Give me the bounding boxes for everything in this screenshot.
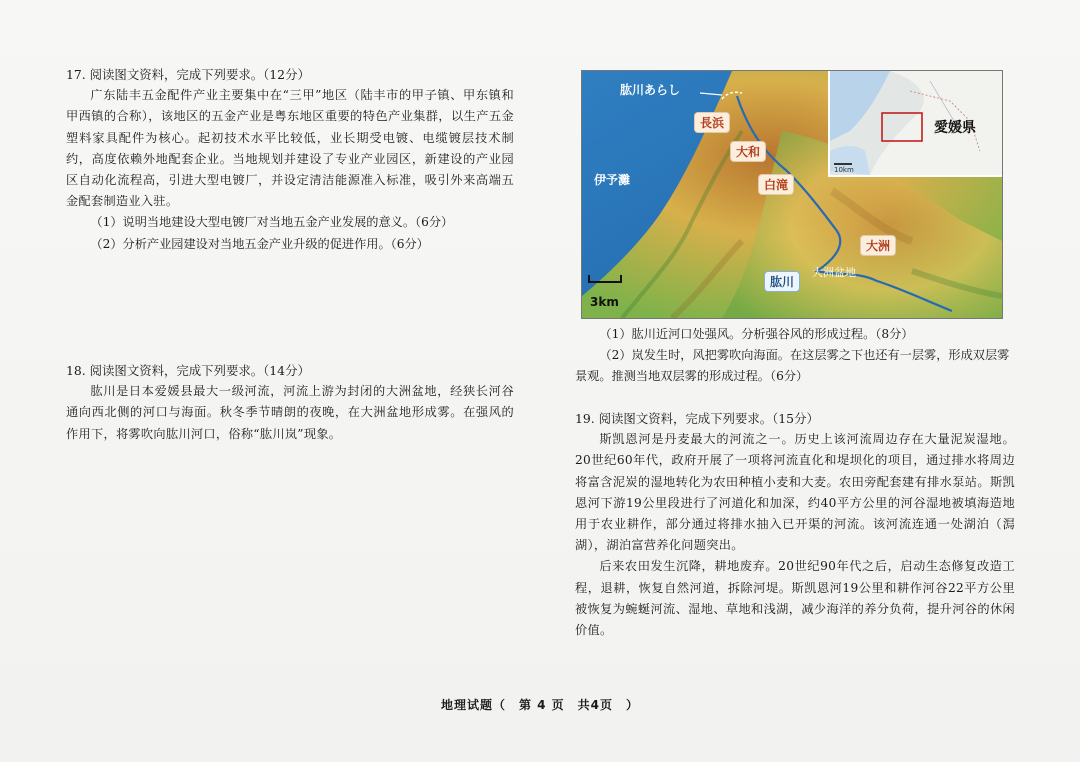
label-yamato: 大和: [730, 141, 766, 162]
label-basin: 大洲盆地: [812, 266, 856, 279]
question-19: [575, 408, 1015, 641]
inset-terrain: [830, 71, 1002, 175]
label-ozu: 大洲: [860, 235, 896, 256]
question-17: [66, 64, 514, 255]
inset-map: [828, 71, 1002, 177]
inset-scale: 10km: [834, 166, 854, 174]
hijikawa-map: [581, 70, 1003, 319]
q19-heading: 19. 阅读图文资料，完成下列要求。（15分）: [575, 411, 819, 426]
q17-sub1: （1）说明当地建设大型电镀厂对当地五金产业发展的意义。（6分）: [90, 215, 454, 230]
label-iyonada: 伊予灘: [594, 173, 631, 187]
q18-sub2: （2）岚发生时，风把雾吹向海面。在这层雾之下也还有一层雾，形成双层雾景观。推测当地双层雾的形成过程。（6分）: [575, 348, 1010, 384]
label-hijikawa: 肱川: [764, 271, 800, 292]
label-nagahama: 長浜: [694, 112, 730, 133]
q19-passage-1: 斯凯恩河是丹麦最大的河流之一。历史上该河流周边存在大量泥炭湿地。20世纪60年代，政府开展了一项将河流直化和堤坝化的项目，通过排水将周边将富含泥炭的湿地转化为农田种植小麦和大麦。农田旁配套建有排水泵站。斯凯恩河下游19公里段进行了河道化和加深，约40平方公里的河谷湿地被填海造地用于农业耕作，部分通过将排水抽入已开渠的河流。该河流连通一处湖泊（澙湖），湖泊富营养化问题突出。: [575, 432, 1015, 553]
q17-sub2: （2）分析产业园建设对当地五金产业升级的促进作用。（6分）: [90, 236, 429, 251]
q18-sub1: （1）肱川近河口处强风。分析强谷风的形成过程。（8分）: [599, 327, 914, 341]
q18-subquestions: [575, 324, 1015, 388]
q17-heading: 17. 阅读图文资料，完成下列要求。（12分）: [66, 67, 310, 82]
map-scale: 3km: [590, 295, 619, 309]
q19-passage-2: 后来农田发生沉降，耕地废弃。20世纪90年代之后，启动生态修复改造工程，退耕，恢复自然河道，拆除河堤。斯凯恩河19公里和耕作河谷22平方公里被恢复为蜿蜒河流、湿地、草地和浅湖，减少海洋的养分负荷，提升河谷的休闲价值。: [575, 559, 1015, 638]
q17-passage: 广东陆丰五金配件产业主要集中在“三甲”地区（陆丰市的甲子镇、甲东镇和甲西镇的合称），该地区的五金产业是粤东地区重要的特色产业集群，以生产五金塑料家具配件为核心。起初技术水平比较低，业长期受电镀、电缆镀层技术制约，高度依赖外地配套企业。当地规划并建设了专业产业园区，新建设的产业园区自动化流程高，引进大型电镀厂，并设定清洁能源准入标准，吸引外来高端五金配套制造业入驻。: [66, 88, 514, 209]
label-shirataki: 白滝: [758, 174, 794, 195]
label-ehime: 愛媛県: [934, 120, 976, 136]
label-arashi: 肱川あらし: [620, 83, 681, 97]
q18-passage: 肱川是日本爱媛县最大一级河流，河流上游为封闭的大洲盆地，经狭长河谷通向西北侧的河口与海面。秋冬季节晴朗的夜晚，在大洲盆地形成雾。在强风的作用下，将雾吹向肱川河口，俗称“肱川岚”现象。: [66, 384, 514, 441]
question-18: [66, 360, 514, 445]
q18-heading: 18. 阅读图文资料，完成下列要求。（14分）: [66, 363, 310, 378]
page-footer: 地理试题（ 第 4 页 共4页 ）: [440, 698, 640, 712]
